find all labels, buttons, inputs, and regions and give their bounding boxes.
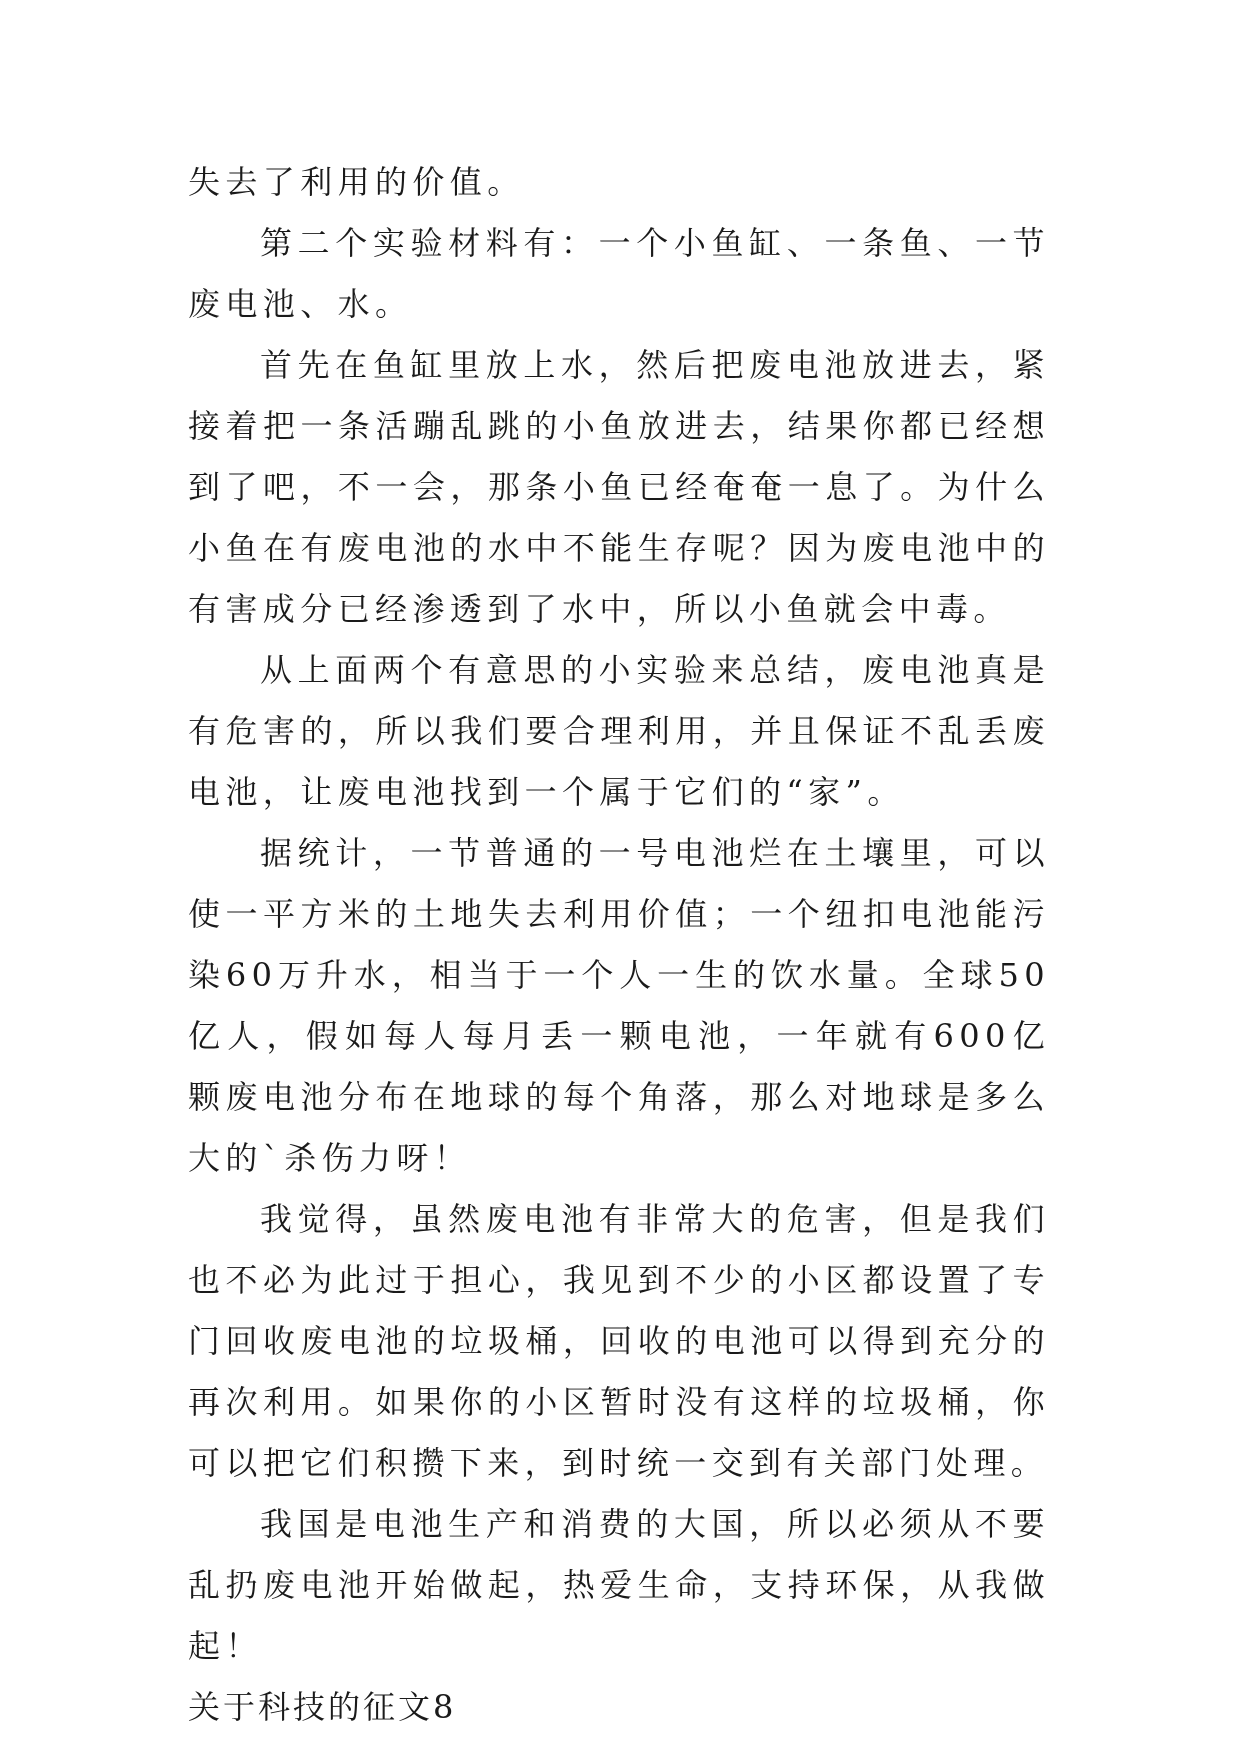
section-heading: 关于科技的征文8: [188, 1688, 457, 1726]
paragraph-opinion: 我觉得，虽然废电池有非常大的危害，但是我们也不必为此过于担心，我见到不少的小区都设置了专门回收废电池的垃圾桶，回收的电池可以得到充分的再次利用。如果你的小区暂时没有这样的垃圾桶，你可以把它们积攒下来，到时统一交到有关部门处理。: [188, 1200, 1050, 1482]
document-body: [188, 152, 1050, 1738]
paragraph-summary: 从上面两个有意思的小实验来总结，废电池真是有危害的，所以我们要合理利用，并且保证不乱丢废电池，让废电池找到一个属于它们的“家”。: [188, 651, 1050, 811]
paragraph-conclusion: 我国是电池生产和消费的大国，所以必须从不要乱扔废电池开始做起，热爱生命，支持环保，从我做起！: [188, 1505, 1050, 1665]
paragraph-experiment-materials: 第二个实验材料有：一个小鱼缸、一条鱼、一节废电池、水。: [188, 224, 1050, 323]
paragraph-continuation: 失去了利用的价值。: [188, 163, 525, 201]
paragraph-fish-experiment: 首先在鱼缸里放上水，然后把废电池放进去，紧接着把一条活蹦乱跳的小鱼放进去，结果你都已经想到了吧，不一会，那条小鱼已经奄奄一息了。为什么小鱼在有废电池的水中不能生存呢？因为废电池中的有害成分已经渗透到了水中，所以小鱼就会中毒。: [188, 346, 1050, 628]
paragraph-statistics: 据统计，一节普通的一号电池烂在土壤里，可以使一平方米的土地失去利用价值；一个纽扣电池能污染60万升水，相当于一个人一生的饮水量。全球50亿人，假如每人每月丢一颗电池，一年就有600亿颗废电池分布在地球的每个角落，那么对地球是多么大的`杀伤力呀！: [188, 834, 1050, 1177]
